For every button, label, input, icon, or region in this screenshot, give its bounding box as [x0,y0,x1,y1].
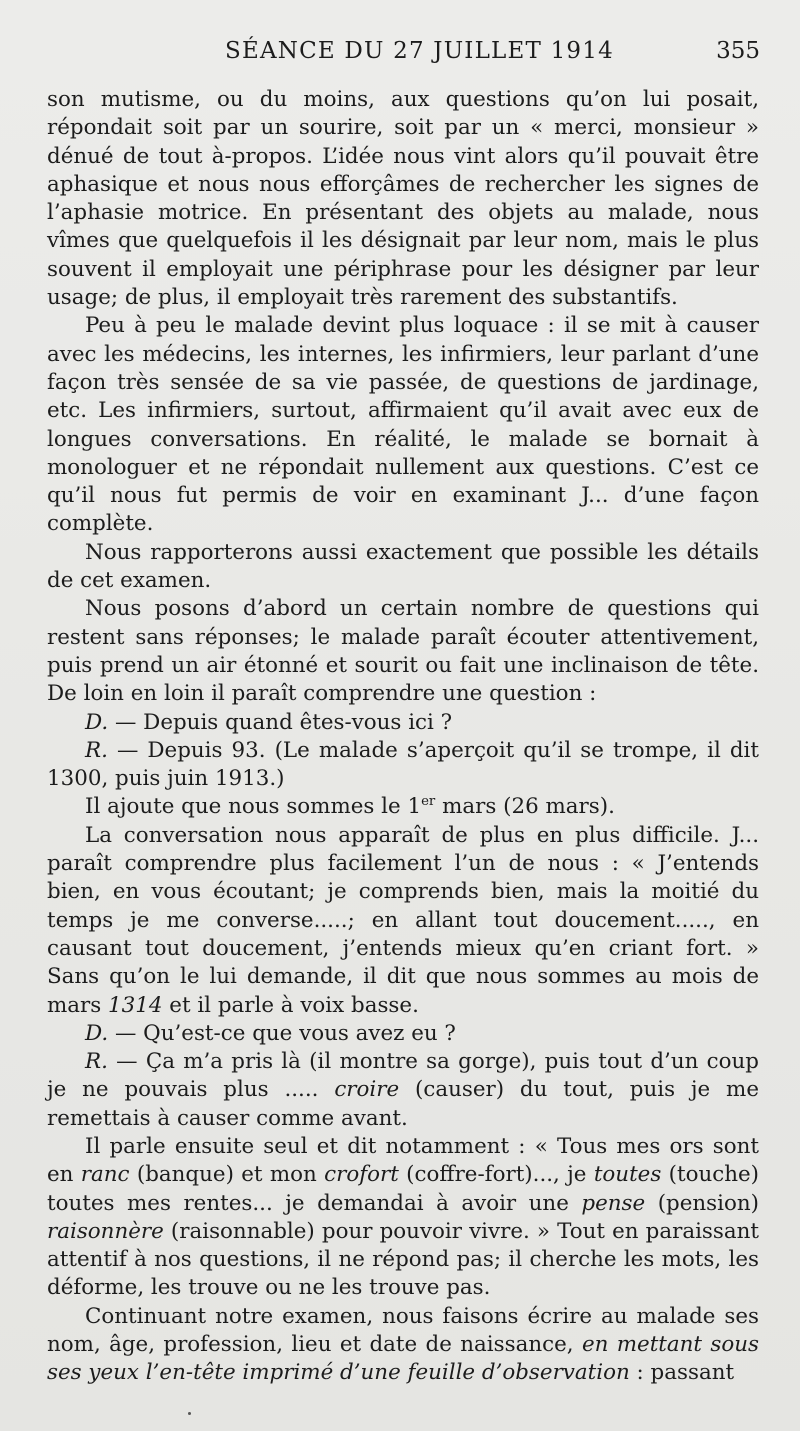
text-run: (pension) [645,1190,759,1216]
text-run: (coffre-fort)..., je [398,1162,594,1188]
text-run: : passant [629,1360,735,1386]
text-run: (causer) du tout, puis je me remettais à causer comme avant. [47,1077,760,1131]
paragraph [47,312,759,538]
paragraph [47,1133,759,1303]
text-run: (raisonnable) pour pouvoir vivre. » Tout en paraissant attentif à nos questions, il ne répond pas; il cherche les mots, les déforme, les trouve ou ne les trouve pas. [47,1218,759,1301]
text-run: Il ajoute que nous sommes le 1 [85,794,422,820]
italic-text: ranc [80,1162,130,1188]
text-run: La conversation nous apparaît de plus en plus difficile. J... paraît comprendre plus facilement l’un de nous : « J’entends bien, en vous écoutant; je comprends bien, mais la moitié du temps je me converse.....; en allant tout doucement....., en causant tout doucement, j’entends mieux qu’en criant fort. » Sans qu’on le lui demande, il dit que nous sommes au mois de mars [47,822,759,1018]
text-run: — Ça m’a pris là (il montre sa gorge), puis tout d’un coup je ne pouvais plus ..... [47,1049,759,1103]
italic-text: R. [85,1049,108,1075]
paragraph [47,793,759,821]
italic-text: raisonnère [47,1218,164,1244]
text-run: Continuant notre examen, nous faisons écrire au malade ses nom, âge, profession, lieu et date de naissance, [47,1303,759,1358]
paragraph [47,1020,759,1048]
text-run: Nous rapporterons aussi exactement que possible les détails de cet examen. [47,539,759,594]
italic-text: D. [85,1020,109,1046]
paragraph [47,539,759,596]
italic-text: D. [85,709,109,735]
italic-text: 1314 [108,992,163,1018]
paragraph [47,1048,759,1133]
running-header [47,38,760,72]
italic-text: croire [334,1077,400,1103]
text-run: Nous posons d’abord un certain nombre de questions qui restent sans réponses; le malade paraît écouter attentivement, puis prend un air étonné et sourit ou fait une inclinaison de tête. De loin en loin il paraît comprendre une question : [47,596,759,707]
italic-text: toutes [593,1162,662,1188]
italic-text: en mettant sous ses yeux l’en-tête imprimé d’une feuille d’observation [47,1332,759,1386]
text-run: — Depuis 93. (Le malade s’aperçoit qu’il se trompe, il dit 1300, puis juin 1913.) [47,737,759,792]
paragraph [47,737,759,794]
paragraph [47,822,759,1020]
italic-text: pense [581,1190,646,1216]
text-run: (touche) toutes mes rentes... je demandai à avoir une [47,1162,759,1216]
text-run: Il parle ensuite seul et dit notamment : « Tous mes ors sont en [47,1133,759,1188]
paragraph [47,1303,759,1388]
body-text [47,86,759,1388]
paragraph [47,709,759,737]
page-number: 355 [716,38,760,64]
text-run: son mutisme, ou du moins, aux questions qu’on lui posait, répondait soit par un sourire, soit par un « merci, monsieur » dénué de tout à-propos. L’idée nous vint alors qu’il pouvait être aphasique et nous nous efforçâmes de rechercher les signes de l’aphasie motrice. En présentant des objets au malade, nous vîmes que quelquefois il les désignait par leur nom, mais le plus souvent il employait une périphrase pour les désigner par leur usage; de plus, il employait très rarement des substantifs. [47,87,759,311]
text-run: Peu à peu le malade devint plus loquace : il se mit à causer avec les médecins, les internes, les infirmiers, leur parlant d’une façon très sensée de sa vie passée, de questions de jardinage, etc. Les infirmiers, surtout, affirmaient qu’il avait avec eux de longues conversations. En réalité, le malade se bornait à monologuer et ne répondait nullement aux questions. C’est ce qu’il nous fut permis de voir en examinant J... d’une façon complète. [47,313,759,537]
text-run: — Depuis quand êtes-vous ici ? [108,709,453,735]
text-run: et il parle à voix basse. [162,992,419,1018]
paragraph [47,86,759,312]
ink-speck [188,1412,191,1415]
paragraph [47,595,759,708]
text-run: — Qu’est-ce que vous avez eu ? [108,1020,456,1046]
text-run: (banque) et mon [129,1162,325,1188]
italic-text: crofort [324,1162,399,1188]
superscript-text: er [421,794,436,810]
running-title: SÉANCE DU 27 JUILLET 1914 [225,38,614,64]
text-run: mars (26 mars). [435,794,615,820]
italic-text: R. [85,737,108,763]
